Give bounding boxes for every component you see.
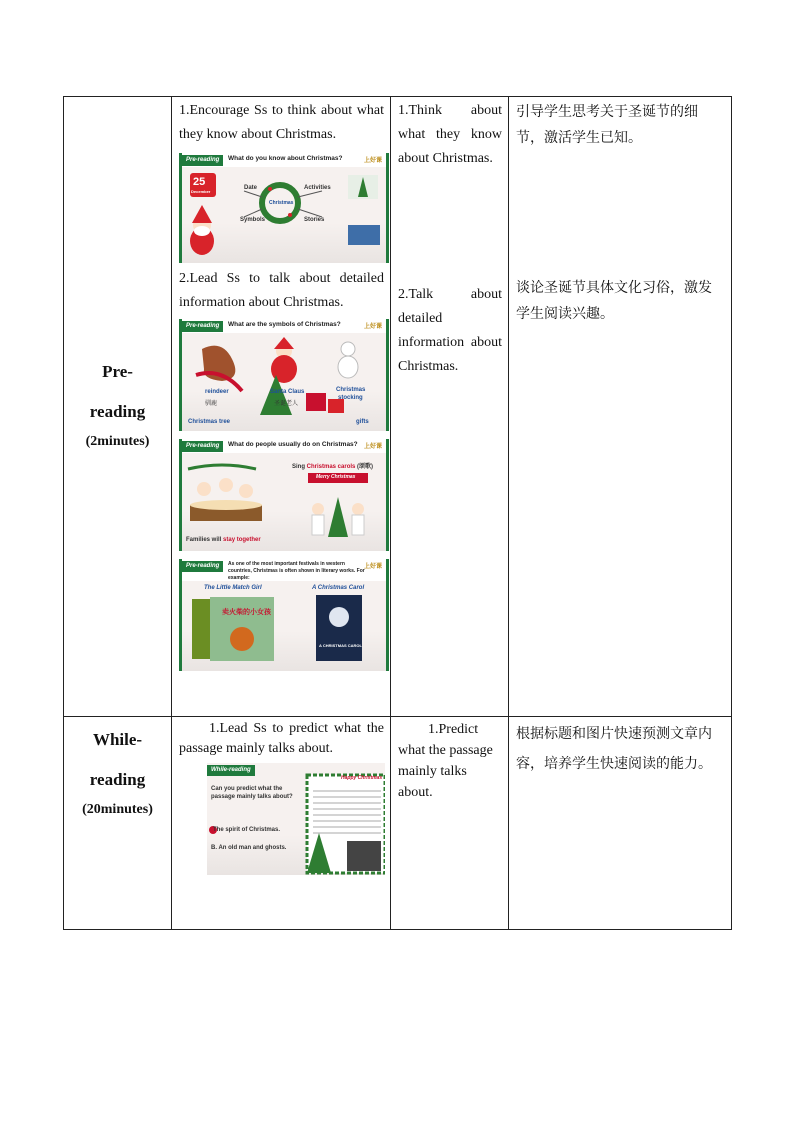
center-label: Christmas: [269, 200, 294, 206]
families-label: [186, 537, 261, 543]
purpose-cell: [509, 717, 732, 930]
date-number: 25: [193, 176, 206, 188]
label-stocking-1: Christmas: [336, 387, 366, 393]
slide-image-activities: [179, 439, 389, 551]
family-prefix: Families will: [186, 537, 224, 543]
label-santa-cn: 圣诞老人: [274, 401, 299, 407]
slide-title: What are the symbols of Christmas?: [228, 321, 341, 328]
happy-christmas-banner: Happy Christmas: [341, 775, 383, 781]
purpose-1: 引导学生思考关于圣诞节的细节，激活学生已知。: [516, 104, 698, 146]
date-month: December: [191, 189, 211, 194]
student-activity-2: 2.Talk about detailed information about Christmas.: [398, 287, 502, 374]
merry-christmas-banner: Merry Christmas: [316, 474, 356, 480]
label-stories: Stories: [304, 217, 325, 223]
slide-tag: Pre-reading: [182, 561, 223, 572]
label-gifts: gifts: [356, 419, 369, 425]
teacher-activity-1: 1.Encourage Ss to think about what they know about Christmas.: [179, 103, 384, 142]
slide-title: What do people usually do on Christmas?: [228, 441, 358, 448]
purpose-cell: [509, 97, 732, 717]
label-activities: Activities: [304, 185, 331, 191]
table-row: [64, 97, 732, 717]
slide-logo: 上好课: [363, 564, 382, 570]
student-activity-1: 1.Predict what the passage mainly talks about.: [398, 722, 493, 800]
slide-illustration: [182, 319, 386, 431]
teacher-activity-cell: [172, 717, 391, 930]
slide-tag: Pre-reading: [182, 441, 223, 452]
label-date: Date: [244, 185, 258, 191]
student-activity-cell: [391, 97, 509, 717]
family-highlight: stay together: [223, 537, 261, 543]
stage-name-line1: While-: [92, 730, 143, 749]
book-title-match-girl: The Little Match Girl: [204, 585, 262, 591]
slide-image-literature: [179, 559, 389, 671]
slide-title: What do you know about Christmas?: [228, 155, 343, 162]
slide-logo: 上好课: [363, 444, 382, 450]
slide-logo: 上好课: [363, 324, 382, 330]
purpose-1: 根据标题和图片快速预测文章内容，培养学生快速阅读的能力。: [516, 726, 712, 772]
book-title-christmas-carol: A Christmas Carol: [312, 585, 365, 591]
predict-question: Can you predict what the passage mainly talks about?: [211, 786, 293, 800]
slide-image-symbols: [179, 319, 389, 431]
slide-tag: Pre-reading: [182, 321, 223, 332]
label-stocking-2: stocking: [338, 395, 363, 401]
slide-title: As one of the most important festivals in western countries, Christmas is often shown in literary works. For example:: [228, 561, 365, 581]
slide-image-predict: [207, 763, 385, 875]
slide-logo: 上好课: [363, 158, 382, 164]
slide-illustration: [182, 559, 386, 671]
label-santa: Santa Claus: [270, 389, 305, 395]
stage-cell: [64, 97, 172, 717]
label-reindeer: reindeer: [205, 389, 229, 395]
stage-name-line2: reading: [89, 401, 146, 421]
slide-tag: Pre-reading: [182, 155, 223, 166]
stage-duration: (2minutes): [85, 433, 150, 449]
label-reindeer-cn: 驯鹿: [205, 401, 218, 407]
stage-cell: [64, 717, 172, 930]
stage-duration: (20minutes): [82, 802, 153, 817]
sing-prefix: Sing: [292, 464, 307, 470]
slide-illustration: [182, 153, 386, 263]
student-activity-1: 1.Think about what they know about Christmas.: [398, 103, 502, 166]
label-tree: Christmas tree: [188, 419, 231, 425]
cover-text-christmas-carol: A CHRISTMAS CAROL: [319, 643, 362, 648]
slide-tag: While-reading: [207, 765, 255, 776]
sing-suffix: (颂歌): [355, 464, 374, 470]
teacher-activity-cell: [172, 97, 391, 717]
slide-illustration: [182, 439, 386, 551]
purpose-2: 谈论圣诞节具体文化习俗，激发学生阅读兴趣。: [516, 280, 712, 322]
sing-highlight: Christmas carols: [306, 464, 356, 470]
slide-image-what-you-know: [179, 153, 389, 263]
sing-carols-label: [292, 461, 373, 470]
label-symbols: Symbols: [240, 217, 266, 223]
option-a: The spirit of Christmas.: [213, 827, 281, 833]
option-b: B. An old man and ghosts.: [211, 845, 287, 851]
stage-name-line1: Pre-: [102, 361, 133, 381]
student-activity-cell: [391, 717, 509, 930]
lesson-plan-table: [63, 96, 732, 930]
cover-text-match-girl: 卖火柴的小女孩: [222, 609, 271, 616]
teacher-activity-2: 2.Lead Ss to talk about detailed information about Christmas.: [179, 271, 384, 310]
table-row: [64, 717, 732, 930]
teacher-activity-1: 1.Lead Ss to predict what the passage mainly talks about.: [179, 721, 384, 756]
stage-name-line2: reading: [89, 770, 146, 789]
